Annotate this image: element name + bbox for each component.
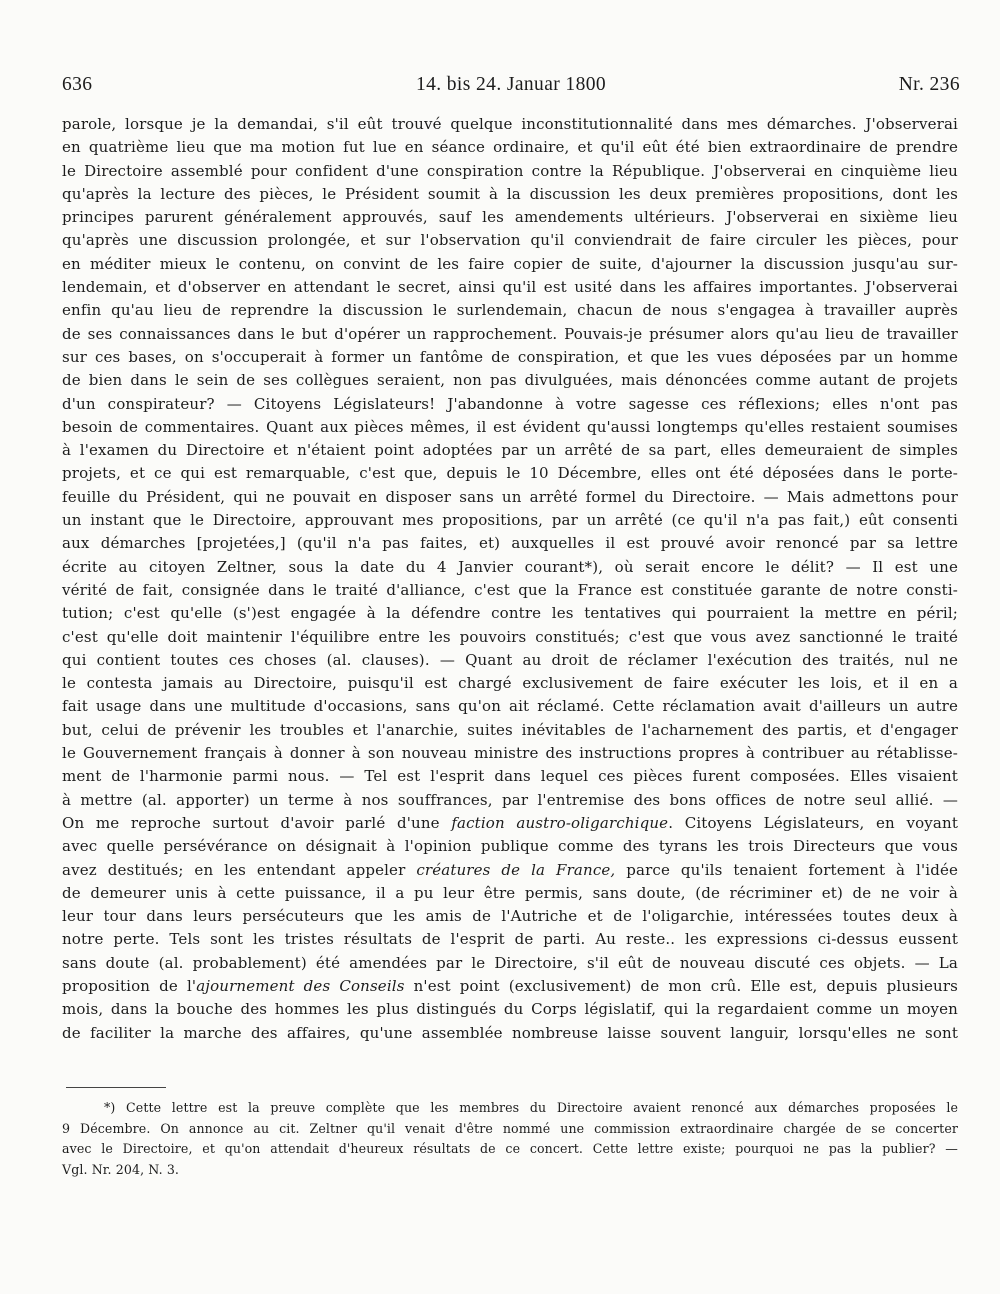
text-line: mois, dans la bouche des hommes les plus distingués du Corps législatif, qui la regardaient comme un moyen — [62, 1000, 958, 1019]
text-line: de faciliter la marche des affaires, qu'une assemblée nombreuse laisse souvent languir, lorsqu'elles ne sont — [62, 1023, 958, 1042]
text-line: vérité de fait, consignée dans le traité d'alliance, c'est que la France est constituée garante de notre consti- — [62, 580, 958, 599]
text-line: On me reproche surtout d'avoir parlé d'une faction austro-oligarchique. Citoyens Législateurs, en voyant — [62, 813, 958, 832]
text-line: notre perte. Tels sont les tristes résultats de l'esprit de parti. Au reste.. les expressions ci-dessus eussent — [62, 930, 958, 949]
text-line: aux démarches [projetées,] (qu'il n'a pas faites, et) auxquelles il est prouvé avoir renoncé par sa lettre — [62, 534, 958, 553]
text-line: d'un conspirateur? — Citoyens Législateurs! J'abandonne à votre sagesse ces réflexions; elles n'ont pas — [62, 394, 958, 413]
text-line: sur ces bases, on s'occuperait à former un fantôme de conspiration, et que les vues déposées par un homme — [62, 347, 958, 366]
text-line: avec quelle persévérance on désignait à l'opinion publique comme des tyrans les trois Directeurs que vous — [62, 837, 958, 856]
text-line: ment de l'harmonie parmi nous. — Tel est l'esprit dans lequel ces pièces furent composées. Elles visaient — [62, 767, 958, 786]
text-line: projets, et ce qui est remarquable, c'est que, depuis le 10 Décembre, elles ont été déposées dans le porte- — [62, 464, 958, 483]
italic-phrase: créatures de la France, — [416, 860, 616, 879]
text-line: en méditer mieux le contenu, on convint de les faire copier de suite, d'ajourner la discussion jusqu'au sur- — [62, 254, 958, 273]
text-line: lendemain, et d'observer en attendant le secret, ainsi qu'il est usité dans les affaires importantes. J'observerai — [62, 278, 958, 297]
running-head — [62, 74, 960, 100]
text-line: c'est qu'elle doit maintenir l'équilibre entre les pouvoirs constitués; c'est que vous avez sanctionné le traité — [62, 627, 958, 646]
text-line: à l'examen du Directoire et n'étaient point adoptées par un arrêté de sa part, elles demeuraient de simples — [62, 441, 958, 460]
text-line: à mettre (al. apporter) un terme à nos souffrances, par l'entremise des bons offices de notre seul allié. — — [62, 790, 958, 809]
text-line: leur tour dans leurs persécuteurs que les amis de l'Autriche et de l'oligarchie, intéressées toutes deux à — [62, 907, 958, 926]
text-line: 9 Décembre. On annonce au cit. Zeltner qu'il venait d'être nommé une commission extraordinaire chargée de se concerter — [62, 1120, 958, 1136]
running-title: 14. bis 24. Januar 1800 — [415, 74, 607, 95]
text-line: enfin qu'au lieu de reprendre la discussion le surlendemain, chacun de nous s'engagea à travailler auprès — [62, 301, 958, 320]
text-line: qui contient toutes ces choses (al. clauses). — Quant au droit de réclamer l'exécution des traités, nul ne — [62, 650, 958, 669]
text-line: en quatrième lieu que ma motion fut lue en séance ordinaire, et qu'il eût été bien extraordinaire de prendre — [62, 138, 958, 157]
text-line: avez destitués; en les entendant appeler créatures de la France, parce qu'ils tenaient fortement à l'idée — [62, 860, 959, 879]
text-line: le Gouvernement français à donner à son nouveau ministre des instructions propres à contribuer au rétablisse- — [62, 744, 958, 763]
text-line: qu'après une discussion prolongée, et sur l'observation qu'il conviendrait de faire circuler les pièces, pour — [62, 231, 958, 250]
text-line: tution; c'est qu'elle (s')est engagée à la défendre contre les tentatives qui pourraient la mettre en péril; — [62, 604, 958, 623]
text-line: fait usage dans une multitude d'occasions, sans qu'on ait réclamé. Cette réclamation avait d'ailleurs un autre — [62, 697, 958, 716]
text-line: parole, lorsque je la demandai, s'il eût trouvé quelque inconstitutionnalité dans mes démarches. J'observerai — [62, 115, 958, 133]
document-number: Nr. 236 — [898, 74, 960, 95]
footnote-divider — [66, 1087, 166, 1088]
text-line: avec le Directoire, et qu'on attendait d'heureux résultats de ce concert. Cette lettre existe; pourquoi ne pas la publier? — — [62, 1141, 958, 1157]
text-line: le Directoire assemblé pour confident d'une conspiration contre la République. J'observerai en cinquième lieu — [62, 161, 958, 180]
text-line: le contesta jamais au Directoire, puisqu'il est chargé exclusivement de faire exécuter les lois, et il en a — [62, 674, 958, 693]
text-line: besoin de commentaires. Quant aux pièces mêmes, il est évident qu'aussi longtemps qu'elles restaient soumises — [62, 417, 958, 436]
text-line: but, celui de prévenir les troubles et l'anarchie, suites inévitables de l'acharnement des partis, et d'engager — [62, 720, 958, 739]
italic-phrase: faction austro-oligarchique — [451, 813, 669, 832]
text-line: un instant que le Directoire, approuvant mes propositions, par un arrêté (ce qu'il n'a pas fait,) eût consenti — [62, 511, 958, 530]
text-line: *) Cette lettre est la preuve complète que les membres du Directoire avaient renoncé aux démarches proposées le — [104, 1100, 958, 1115]
text-line: sans doute (al. probablement) été amendées par le Directoire, s'il eût de nouveau discuté ces objets. — La — [62, 953, 958, 972]
body-text — [62, 113, 958, 1045]
text-line: de demeurer unis à cette puissance, il a pu leur être permis, sans doute, (de récriminer et) de ne voir à — [62, 883, 958, 902]
text-line: proposition de l'ajournement des Conseils n'est point (exclusivement) de mon crû. Elle est, depuis plusieurs — [62, 976, 958, 995]
text-line: feuille du Président, qui ne pouvait en disposer sans un arrêté formel du Directoire. — Mais admettons pour — [62, 487, 958, 506]
page-number: 636 — [62, 74, 93, 95]
text-line: de bien dans le sein de ses collègues seraient, non pas divulguées, mais dénoncées comme autant de projets — [62, 371, 958, 390]
text-line: Vgl. Nr. 204, N. 3. — [62, 1161, 180, 1177]
text-line: principes parurent généralement approuvés, sauf les amendements ultérieurs. J'observerai en sixième lieu — [62, 208, 958, 227]
footnote — [62, 1098, 958, 1180]
italic-phrase: ajournement des Conseils — [196, 976, 405, 995]
text-line: qu'après la lecture des pièces, le Président soumit à la discussion les deux premières propositions, dont les — [62, 184, 958, 203]
text-line: de ses connaissances dans le but d'opérer un rapprochement. Pouvais-je présumer alors qu'au lieu de travailler — [62, 324, 958, 343]
text-line: écrite au citoyen Zeltner, sous la date du 4 Janvier courant*), où serait encore le délit? — Il est une — [62, 557, 958, 576]
